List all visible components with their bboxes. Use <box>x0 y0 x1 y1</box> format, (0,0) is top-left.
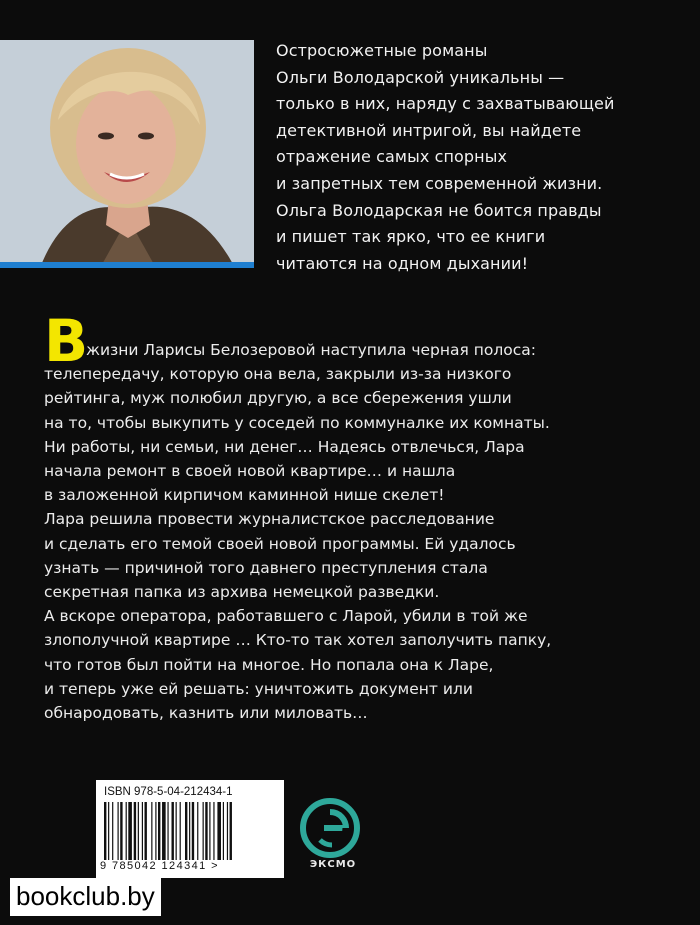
synopsis-line: в заложенной кирпичом каминной нише скелет! <box>44 486 445 505</box>
synopsis-line: и сделать его темой своей новой программы. Ей удалось <box>44 534 516 553</box>
synopsis-line: обнародовать, казнить или миловать… <box>44 704 368 723</box>
blurb-line: и запретных тем современной жизни. <box>276 173 603 193</box>
blurb-line: Ольги Володарской уникальны — <box>276 67 565 87</box>
synopsis-line: рейтинга, муж полюбил другую, а все сбережения ушли <box>44 389 512 408</box>
synopsis-line: жизни Ларисы Белозеровой наступила черная полоса: <box>86 341 537 359</box>
synopsis-text <box>44 338 684 725</box>
synopsis-line: начала ремонт в своей новой квартире… и нашла <box>44 462 456 481</box>
synopsis-line: секретная папка из архива немецкой разведки. <box>44 583 440 602</box>
synopsis-line: и теперь уже ей решать: уничтожить документ или <box>44 679 473 698</box>
synopsis-line: А вскоре оператора, работавшего с Ларой, убили в той же <box>44 607 528 626</box>
blurb-line: детективной интригой, вы найдете <box>276 120 582 140</box>
drop-cap: В <box>44 307 89 375</box>
synopsis-line: что готов был пойти на многое. Но попала она к Ларе, <box>44 655 494 674</box>
author-blurb <box>276 38 676 277</box>
synopsis-line: Ни работы, ни семьи, ни денег… Надеясь отвлечься, Лара <box>44 437 525 456</box>
blurb-line: читаются на одном дыхании! <box>276 253 529 273</box>
synopsis-line: злополучной квартире … Кто-то так хотел заполучить папку, <box>44 631 552 650</box>
photo-blue-stripe <box>0 262 254 268</box>
blurb-line: отражение самых спорных <box>276 147 508 167</box>
isbn-text: ISBN 978-5-04-212434-1 <box>104 786 233 798</box>
blurb-line: Остросюжетные романы <box>276 41 488 60</box>
author-photo <box>0 40 254 268</box>
barcode-icon <box>104 802 276 860</box>
blurb-line: и пишет так ярко, что ее книги <box>276 227 546 247</box>
synopsis-line: узнать — причиной того давнего преступления стала <box>44 558 488 577</box>
blurb-line: Ольга Володарская не боится правды <box>276 200 602 220</box>
blurb-line: только в них, наряду с захватывающей <box>276 94 615 114</box>
synopsis-line: на то, чтобы выкупить у соседей по коммуналке их комнаты. <box>44 413 550 432</box>
synopsis-line: Лара решила провести журналистское расследование <box>44 510 495 529</box>
synopsis-line: телепередачу, которую она вела, закрыли из-за низкого <box>44 365 512 384</box>
barcode-digits: 9 785042 124341 > <box>100 860 219 872</box>
publisher-name: ЭКСМО <box>309 859 357 870</box>
eksmo-logo-icon <box>300 798 360 858</box>
barcode-panel <box>96 780 284 878</box>
watermark: bookclub.by <box>10 878 161 916</box>
